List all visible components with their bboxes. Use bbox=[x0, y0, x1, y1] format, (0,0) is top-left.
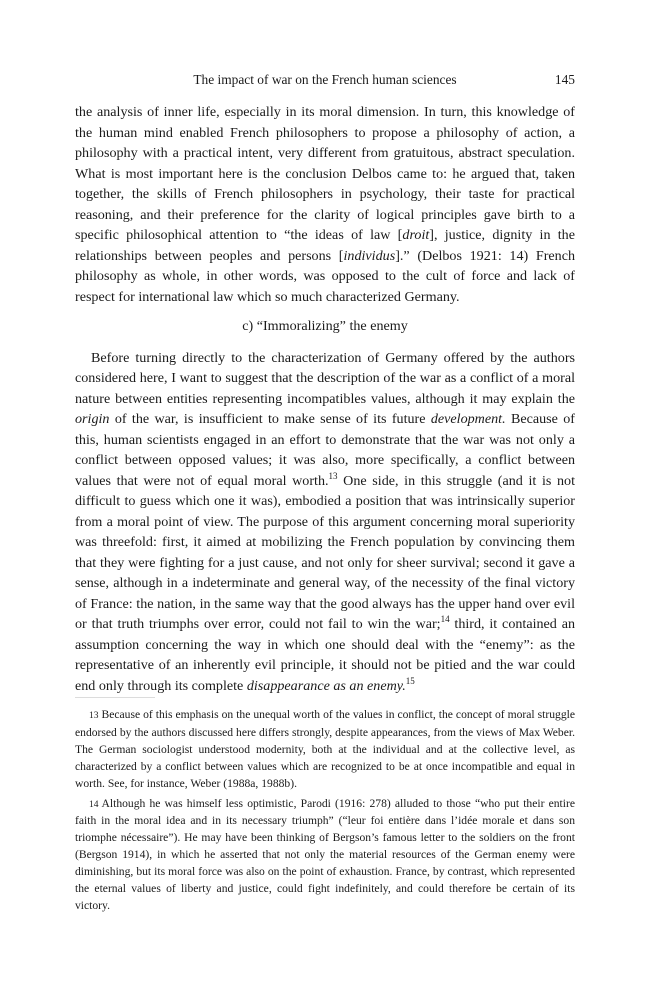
text-run: ], justice, dignity in the relationships between peoples and persons [ bbox=[75, 227, 575, 264]
footnote-divider bbox=[75, 697, 155, 698]
footnote-text: Although he was himself less optimistic, Parodi (1916: 278) alluded to those “who put their entire faith in the moral idea and in its necessary triumph” (“leur foi entière dans l’idée morale et dans son triomphe nécessaire”). He may have been thinking of Bergson’s famous letter to the soldiers on the front (Bergson 1914), in which he asserted that not only the material resources of the German enemy were diminishing, but its moral force was also on the point of exhaustion. France, by contrast, which represented the eternal values of liberty and justice, could fight indefinitely, and could therefore be certain of its victory. bbox=[75, 796, 575, 912]
italic-term: development. bbox=[430, 411, 506, 427]
footnote-number: 14 bbox=[89, 799, 99, 810]
text-run: ].” (Delbos 1921: 14) French philosophy as whole, in other words, was opposed to the cult of force and lack of respect for international law which so much characterized Germany. bbox=[75, 247, 575, 305]
footnote-14 bbox=[75, 796, 575, 915]
footnote-ref-13[interactable]: 13 bbox=[328, 470, 338, 481]
body-text bbox=[75, 102, 575, 696]
footnote-text: Because of this emphasis on the unequal worth of the values in conflict, the concept of moral struggle endorsed by the authors discussed here differs strongly, despite appearances, from the views of Max Weber. The German sociologist understood modernity, both at the individual and at the collective level, as characterized by a conflict between values which are recognized to be at once incompatible and equal in worth. See, for instance, Weber (1988a, 1988b). bbox=[75, 708, 575, 790]
paragraph-2 bbox=[75, 348, 575, 697]
text-run: Before turning directly to the characterization of Germany offered by the authors considered here, I want to suggest that the description of the war as a conflict of a moral nature between entities representing incompatibles values, although it may explain the bbox=[75, 349, 575, 407]
text-run: Because of this, human scientists engaged in an effort to demonstrate that the war was not only a conflict between opposed values; it was also, more specifically, a conflict between values that were not of equal moral worth. bbox=[75, 411, 576, 489]
section-heading: c) “Immoralizing” the enemy bbox=[242, 318, 408, 334]
text-run: of the war, is insufficient to make sense of its future bbox=[109, 411, 431, 427]
page-number: 145 bbox=[554, 72, 575, 87]
text-run: the analysis of inner life, especially in its moral dimension. In turn, this knowledge of the human mind enabled French philosophers to propose a philosophy of action, a philosophy with a practical intent, very different from gratuitous, abstract speculation. What is most important here is the conclusion Delbos came to: he argued that, taken together, the skills of French philosophers in psychology, their taste for practical reasoning, and their preference for the clarity of logical principles gave birth to a specific philosophical attention to “the ideas of law [ bbox=[75, 104, 575, 243]
italic-term: origin bbox=[75, 411, 110, 427]
footnote-number: 13 bbox=[89, 711, 99, 721]
footnotes bbox=[75, 707, 575, 918]
text-run: third, it contained an assumption concerning the way in which one should deal with the “enemy”: as the representative of an inherently evil principle, it should not be pitied and the war could end only through its complete bbox=[75, 616, 575, 694]
running-title: The impact of war on the French human sciences bbox=[193, 72, 457, 87]
running-head bbox=[75, 70, 575, 90]
footnote-ref-14[interactable]: 14 bbox=[440, 614, 450, 624]
paragraph-1 bbox=[75, 102, 575, 307]
footnote-13 bbox=[75, 707, 575, 793]
text-run: One side, in this struggle (and it is not difficult to guess which one it was), embodied a position that was intrinsically superior from a moral point of view. The purpose of this argument concerning moral superiority was threefold: first, it aimed at mobilizing the French population by convincing them that they were fighting for a just cause, and not only for sheer survival; second it gave a sense, although in a indeterminate and general way, of the necessity of the final victory of France: the nation, in the same way that the good always has the upper hand over evil or that truth triumphs over error, could not fail to win the war; bbox=[75, 472, 576, 632]
italic-term: disappearance as an enemy. bbox=[246, 677, 406, 694]
footnote-ref-15[interactable]: 15 bbox=[405, 675, 415, 686]
italic-term: droit bbox=[402, 227, 430, 243]
italic-term: individus bbox=[343, 247, 396, 264]
